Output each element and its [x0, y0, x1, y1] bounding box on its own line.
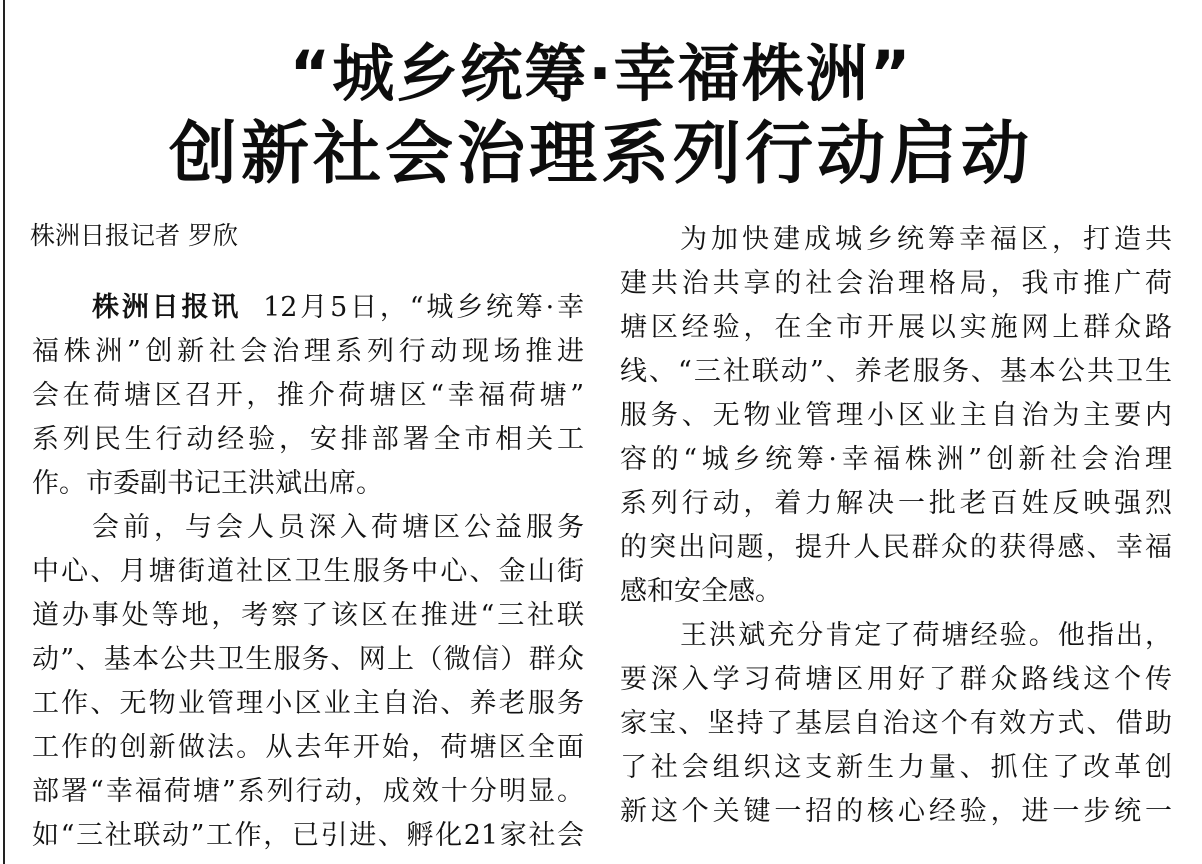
article-line: 动”、基本公共卫生服务、网上（微信）群众	[32, 644, 584, 675]
article-line: 系列行动，着力解决一批老百姓反映强烈	[620, 488, 1172, 519]
article-line: 感和安全感。	[620, 576, 782, 607]
article-line: 道办事处等地，考察了该区在推进“三社联	[32, 600, 584, 631]
article-line: 为加快建成城乡统筹幸福区，打造共	[680, 224, 1172, 255]
article-line: 线、“三社联动”、养老服务、基本公共卫生	[620, 356, 1172, 387]
article-line: 家宝、坚持了基层自治这个有效方式、借助	[620, 708, 1172, 739]
article-line: 系列民生行动经验，安排部署全市相关工	[32, 424, 584, 455]
article-line: 作。市委副书记王洪斌出席。	[32, 468, 383, 499]
article-line: 福株洲”创新社会治理系列行动现场推进	[32, 336, 584, 367]
dateline: 株洲日报讯	[92, 292, 242, 323]
article-line: 株洲日报讯 12月5日，“城乡统筹·幸	[92, 292, 585, 323]
article-line: 王洪斌充分肯定了荷塘经验。他指出，	[680, 620, 1172, 651]
article-line: 塘区经验，在全市开展以实施网上群众路	[620, 312, 1172, 343]
article-line: 工作的创新做法。从去年开始，荷塘区全面	[32, 732, 584, 763]
headline-line-1: “城乡统筹·幸福株洲”	[289, 37, 913, 110]
article-line: 会前，与会人员深入荷塘区公益服务	[92, 512, 584, 543]
headline-line-2: 创新社会治理系列行动启动	[168, 115, 1033, 194]
article-line: 的突出问题，提升人民群众的获得感、幸福	[620, 532, 1172, 563]
article-line: 中心、月塘街道社区卫生服务中心、金山街	[32, 556, 584, 587]
article-line: 工作、无物业管理小区业主自治、养老服务	[32, 688, 584, 719]
article-line: 建共治共享的社会治理格局，我市推广荷	[620, 268, 1172, 299]
article-line: 服务、无物业管理小区业主自治为主要内	[620, 400, 1172, 431]
article-line: 容的“城乡统筹·幸福株洲”创新社会治理	[620, 444, 1172, 475]
article-line: 部署“幸福荷塘”系列行动，成效十分明显。	[32, 776, 584, 807]
article-line: 如“三社联动”工作，已引进、孵化21家社会	[32, 820, 584, 851]
article-line: 新这个关键一招的核心经验，进一步统一	[620, 796, 1172, 827]
article-line: 了社会组织这支新生力量、抓住了改革创	[620, 752, 1172, 783]
article-line: 要深入学习荷塘区用好了群众路线这个传	[620, 664, 1172, 695]
byline: 株洲日报记者 罗欣	[30, 221, 238, 250]
article-line: 会在荷塘区召开，推介荷塘区“幸福荷塘”	[32, 380, 584, 411]
